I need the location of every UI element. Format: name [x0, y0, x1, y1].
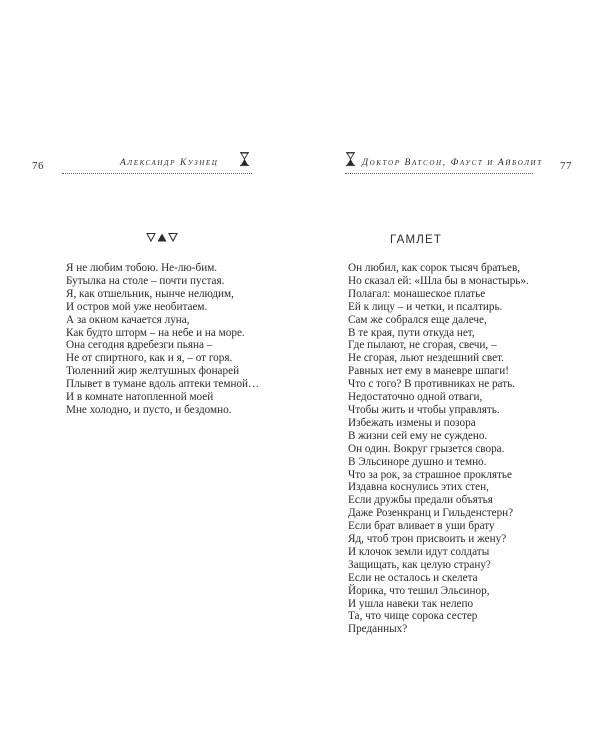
poem-line: Полагал: монашеское платье: [348, 287, 486, 300]
poem-line: И остров мой уже необитаем.: [66, 300, 208, 313]
poem-line: И клочок земли идут солдаты: [348, 545, 490, 558]
poem-line: Преданных?: [348, 623, 408, 636]
right-header-dotted-rule: [345, 173, 533, 174]
hourglass-icon: [346, 152, 355, 166]
poem-line: Недостаточно одной отваги,: [348, 391, 483, 404]
poem-line: Что за рок, за страшное проклятье: [348, 468, 512, 481]
poem-line: В жизни сей ему не суждено.: [348, 429, 488, 442]
poem-line: Яд, чтоб трон присвоить и жену?: [348, 533, 507, 546]
poem-line: Чтобы жить и чтобы управлять.: [348, 403, 500, 416]
poem-line: Даже Розенкранц и Гильденстерн?: [348, 507, 514, 520]
poem-line: Та, что чище сорока сестер: [348, 610, 478, 623]
poem-line: Что с того? В противниках не рать.: [348, 378, 516, 391]
poem-line: Она сегодня вдребезги пьяна –: [66, 339, 213, 352]
poem-line: Йорика, что тешил Эльсинор,: [348, 584, 490, 597]
poem-line: Равных нет ему в маневре шпаги!: [348, 365, 509, 378]
poem-line: Он один. Вокруг грызется свора.: [348, 442, 505, 455]
poem-line: Не от спиртного, как и я, – от горя.: [66, 352, 233, 365]
poem-line: Ей к лицу – и четки, и псалтирь.: [348, 300, 503, 313]
right-running-head: Доктор Ватсон, Фауст и Айболит: [362, 158, 543, 168]
triangle-ornament-icon: [146, 232, 178, 243]
right-page-number: 77: [560, 160, 572, 172]
poem-line: Он любил, как сорок тысяч братьев,: [348, 262, 521, 274]
poem-line: Я не любим тобою. Не-лю-бим.: [66, 262, 218, 274]
poem-line: И ушла навеки так нелепо: [348, 597, 474, 610]
left-poem: [66, 262, 259, 417]
poem-line: Бутылка на столе – почти пустая.: [66, 274, 225, 287]
poem-line: А за окном качается луна,: [66, 313, 190, 326]
poem-line: Избежать измены и позора: [348, 416, 476, 429]
poem-line: И в комнате натопленной моей: [66, 391, 214, 404]
poem-line: Если брат вливает в уши брату: [348, 520, 495, 533]
poem-line: Я, как отшельник, нынче нелюдим,: [66, 287, 234, 300]
poem-line: Если не осталось и скелета: [348, 571, 478, 584]
hourglass-icon: [240, 152, 249, 166]
poem-line: Не сгорая, льют нездешний свет.: [348, 352, 504, 365]
poem-line: Где пылают, не сгорая, свечи, –: [348, 339, 497, 352]
poem-line: Мне холодно, и пусто, и бездомно.: [66, 403, 232, 416]
poem-line: Плывет в тумане вдоль аптеки темной…: [66, 378, 260, 391]
poem-line: Как будто шторм – на небе и на море.: [66, 326, 245, 339]
poem-line: Тюленний жир желтушных фонарей: [66, 365, 240, 378]
poem-line: Если дружбы предали объятья: [348, 494, 493, 507]
left-page-number: 76: [32, 160, 44, 172]
poem-line: Защищать, как целую страну?: [348, 558, 491, 571]
right-poem: [348, 262, 529, 636]
left-running-head: Александр Кузнец: [120, 158, 219, 168]
poem-line: В те края, пути откуда нет,: [348, 326, 475, 339]
poem-line: В Эльсиноре душно и темно.: [348, 455, 487, 468]
poem-title: ГАМЛЕТ: [390, 234, 443, 246]
poem-line: Но сказал ей: «Шла бы в монастырь».: [348, 274, 529, 287]
left-header-dotted-rule: [62, 173, 252, 174]
poem-line: Сам же собрался еще далече,: [348, 313, 487, 326]
poem-line: Издавна коснулись этих стен,: [348, 481, 489, 494]
